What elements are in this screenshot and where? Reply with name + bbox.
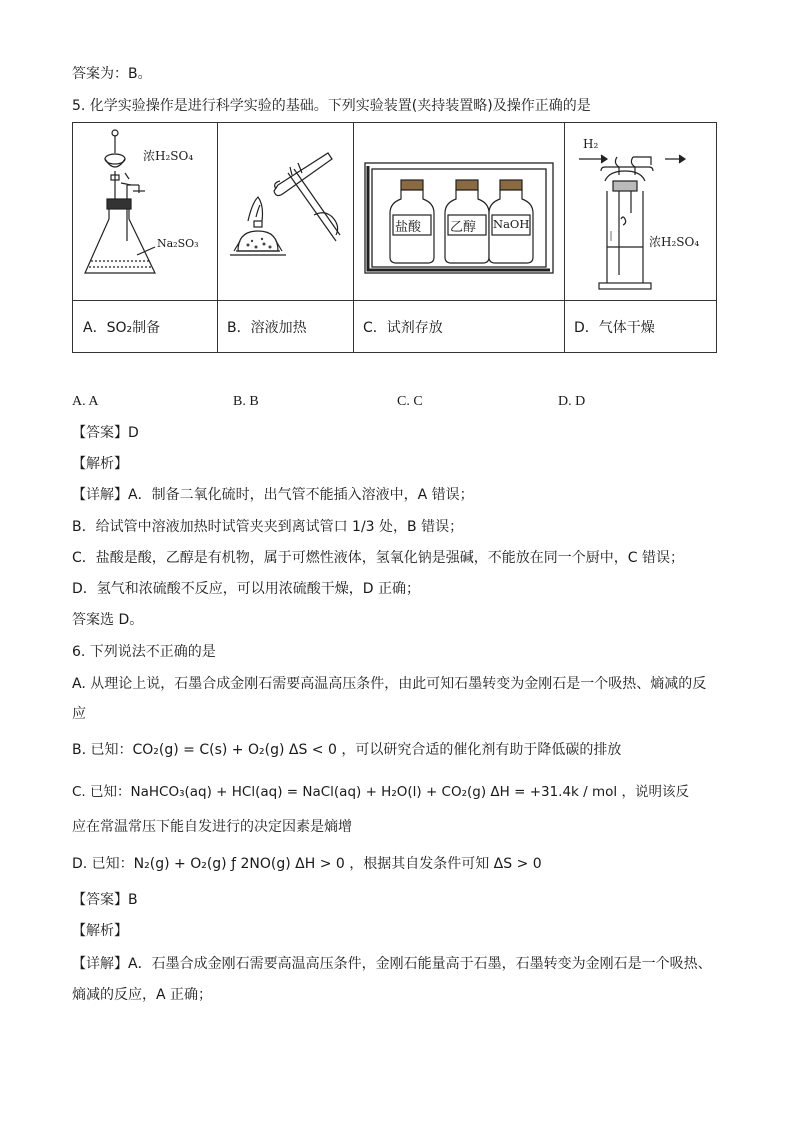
bottle-label-hcl: 盐酸 (395, 220, 422, 235)
q5-detail-c: C．盐酸是酸，乙醇是有机物，属于可燃性液体，氢氧化钠是强碱，不能放在同一个厨中，C 错误； (72, 550, 684, 566)
label-conc-h2so4: 浓H₂SO₄ (143, 149, 194, 163)
apparatus-b-heating-drawing (218, 123, 353, 300)
q6-option-b: B. 已知：CO₂(g) = C(s) + O₂(g) ΔS < 0 ，可以研究合适的催化剂有助于降低碳的排放 (72, 742, 622, 758)
q6-option-d: D. 已知：N₂(g) + O₂(g) ƒ 2NO(g) ΔH > 0 ，根据其自发条件可知 ΔS > 0 (72, 856, 542, 872)
apparatus-c-cabinet-drawing (354, 123, 564, 300)
caption-a: A．SO₂制备 (83, 320, 161, 336)
q6-option-a-line1: A. 从理论上说，石墨合成金刚石需要高温高压条件，由此可知石墨转变为金刚石是一个吸热、熵减的反 (72, 676, 707, 692)
caption-d: D．气体干燥 (574, 320, 655, 336)
q6-detail-a-line2: 熵减的反应，A 正确； (72, 987, 213, 1003)
q6-analysis-heading: 【解析】 (72, 923, 128, 939)
bottle-label-naoh: NaOH (493, 217, 530, 231)
label-conc-h2so4-d: 浓H₂SO₄ (649, 235, 700, 249)
q5-answer-heading: 【答案】D (72, 425, 139, 441)
q5-detail-b: B．给试管中溶液加热时试管夹夹到离试管口 1/3 处，B 错误； (72, 519, 464, 535)
option-a: A. A (72, 394, 99, 409)
label-h2: H₂ (583, 137, 599, 151)
apparatus-table (72, 122, 717, 353)
q5-detail-a: 【详解】A．制备二氧化硫时，出气管不能插入溶液中，A 错误； (72, 487, 474, 503)
previous-answer: 答案为：B。 (72, 66, 152, 82)
option-b: B. B (233, 394, 259, 409)
question-6-stem: 6. 下列说法不正确的是 (72, 644, 216, 660)
q5-analysis-heading: 【解析】 (72, 456, 128, 472)
q6-detail-a-line1: 【详解】A．石墨合成金刚石需要高温高压条件，金刚石能量高于石墨，石墨转变为金刚石是一个吸热、 (72, 956, 712, 972)
q6-answer-heading: 【答案】B (72, 892, 138, 908)
option-d: D. D (558, 394, 586, 409)
bottle-label-ethanol: 乙醇 (450, 220, 477, 235)
q6-option-c-line1: C. 已知：NaHCO₃(aq) + HCl(aq) = NaCl(aq) + H₂O(l) + CO₂(g) ΔH = +31.4k / mol ，说明该反 (72, 784, 689, 800)
q6-option-c-line2: 应在常温常压下能自发进行的决定因素是熵增 (72, 819, 352, 835)
caption-b: B．溶液加热 (227, 320, 307, 336)
option-c: C. C (397, 394, 423, 409)
caption-c: C．试剂存放 (363, 320, 443, 336)
question-5-stem: 5. 化学实验操作是进行科学实验的基础。下列实验装置(夹持装置略)及操作正确的是 (72, 98, 591, 114)
label-na2so3: Na₂SO₃ (157, 237, 199, 250)
q5-detail-d: D．氢气和浓硫酸不反应，可以用浓硫酸干燥，D 正确； (72, 581, 421, 597)
q6-option-a-line2: 应 (72, 706, 86, 722)
q5-final-answer: 答案选 D。 (72, 612, 144, 628)
